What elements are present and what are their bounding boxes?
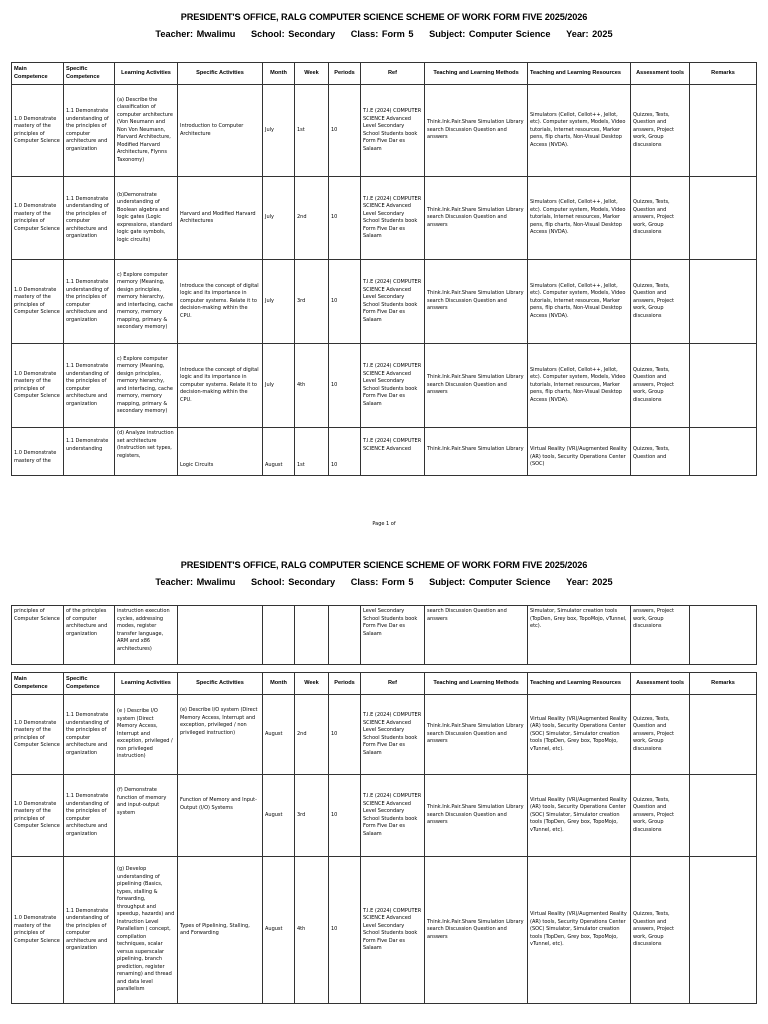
table-header-row xyxy=(12,673,757,695)
cell-periods: 10 xyxy=(329,695,361,775)
cell-resources: Simulators (Cellot, Cellot++, Jellot, etc). Computer system, Models, Video tutorials, Internet resources, Marker pens, flip charts, Non-Visual Desktop Access (NVDA). xyxy=(528,85,631,177)
cell-periods: 10 xyxy=(329,260,361,344)
cell-periods: 10 xyxy=(329,85,361,177)
cell-resources: Virtual Reality (VR)/Augmented Reality (AR) tools, Security Operations Center (SOC) Simulator, Simulator creation tools (TopDen, Grey box, TopoMojo, vTunnel, etc). xyxy=(528,857,631,1004)
cell-month: August xyxy=(263,428,295,476)
cell-assessment: answers, Project work, Group discussions xyxy=(631,606,690,665)
cell-methods: Think.Ink.Pair.Share Simulation Library search Discussion Question and answers xyxy=(425,857,528,1004)
cell-methods: Think.Ink.Pair.Share Simulation Library search Discussion Question and answers xyxy=(425,85,528,177)
cell-activities: Logic Circuits xyxy=(178,428,263,476)
cell-learning: (b)Demonstrate understanding of Boolean algebra and logic gates (Logic expressions, standard logic gate symbols, logic circuits) xyxy=(115,177,178,260)
table-row xyxy=(12,857,757,1004)
col-week: Week xyxy=(295,63,329,85)
col-learning-activities: Learning Activities xyxy=(115,63,178,85)
cell-learning: (e ) Describe I/O system (Direct Memory Access, Interrupt and exception, privileged / non privileged instruction) xyxy=(115,695,178,775)
cell-assessment: Quizzes, Tests, Question and xyxy=(631,428,690,476)
cell-ref: T.I.E (2024) COMPUTER SCIENCE Advanced Level Secondary School Students book Form Five Dar es Salaam xyxy=(361,85,425,177)
table-row xyxy=(12,428,757,476)
cell-month: July xyxy=(263,260,295,344)
cell-ref: T.I.E (2024) COMPUTER SCIENCE Advanced xyxy=(361,428,425,476)
cell-month: August xyxy=(263,775,295,857)
col-specific-competence: Specific Competence xyxy=(64,63,115,85)
cell-activities: Introduce the concept of digital logic and its importance in computer systems. Relate it to decision-making within the CPU. xyxy=(178,260,263,344)
cell-week: 3rd xyxy=(295,775,329,857)
col-remarks: Remarks xyxy=(690,673,757,695)
cell-assessment: Quizzes, Tests, Question and answers, Project work, Group discussions xyxy=(631,344,690,428)
cell-main: principles of Computer Science xyxy=(12,606,64,665)
cell-ref: T.I.E (2024) COMPUTER SCIENCE Advanced Level Secondary School Students book Form Five Dar es Salaam xyxy=(361,177,425,260)
table-row xyxy=(12,177,757,260)
scheme-table-page-1 xyxy=(11,62,757,476)
cell-week xyxy=(295,606,329,665)
cell-methods: search Discussion Question and answers xyxy=(425,606,528,665)
cell-ref: T.I.E (2024) COMPUTER SCIENCE Advanced Level Secondary School Students book Form Five Dar es Salaam xyxy=(361,775,425,857)
scheme-table-continuation xyxy=(11,605,757,665)
cell-week: 2nd xyxy=(295,695,329,775)
col-week: Week xyxy=(295,673,329,695)
cell-resources: Simulators (Cellot, Cellot++, Jellot, etc). Computer system, Models, Video tutorials, Internet resources, Marker pens, flip charts, Non-Visual Desktop Access (NVDA). xyxy=(528,260,631,344)
class-label: Class: Form 5 xyxy=(350,29,414,39)
cell-learning: (f) Demonstrate function of memory and input-output system xyxy=(115,775,178,857)
cell-month: July xyxy=(263,344,295,428)
table-row xyxy=(12,85,757,177)
cell-week: 1st xyxy=(295,428,329,476)
year-label: Year: 2025 xyxy=(566,577,613,587)
cell-activities: Function of Memory and Input-Output (I/O) Systems xyxy=(178,775,263,857)
cell-methods: Think.Ink.Pair.Share Simulation Library search Discussion Question and answers xyxy=(425,695,528,775)
cell-assessment: Quizzes, Tests, Question and answers, Project work, Group discussions xyxy=(631,857,690,1004)
cell-activities: Types of Pipelining, Stalling, and Forwarding xyxy=(178,857,263,1004)
cell-main: 1.0 Demonstrate mastery of the principles of Computer Science xyxy=(12,177,64,260)
cell-remarks xyxy=(690,260,757,344)
cell-month: July xyxy=(263,85,295,177)
page-2 xyxy=(0,548,768,1024)
school-label: School: Secondary xyxy=(250,29,336,39)
table-row xyxy=(12,344,757,428)
cell-activities: (e) Describe I/O system (Direct Memory Access, Interrupt and exception, privileged / non privileged instruction) xyxy=(178,695,263,775)
col-main-competence: Main Competence xyxy=(12,673,64,695)
cell-ref: T.I.E (2024) COMPUTER SCIENCE Advanced Level Secondary School Students book Form Five Dar es Salaam xyxy=(361,344,425,428)
col-periods: Periods xyxy=(329,63,361,85)
cell-resources: Virtual Reality (VR)/Augmented Reality (AR) tools, Security Operations Center (SOC) Simulator, Simulator creation tools (TopDen, Grey box, TopoMojo, vTunnel, etc). xyxy=(528,695,631,775)
col-assessment: Assessment tools xyxy=(631,673,690,695)
col-remarks: Remarks xyxy=(690,63,757,85)
cell-learning: (d) Analyze instruction set architecture (Instruction set types, registers, xyxy=(115,428,178,476)
cell-main: 1.0 Demonstrate mastery of the principles of Computer Science xyxy=(12,260,64,344)
cell-main: 1.0 Demonstrate mastery of the principles of Computer Science xyxy=(12,85,64,177)
col-specific-activities: Specific Activities xyxy=(178,63,263,85)
cell-periods xyxy=(329,606,361,665)
cell-specific: 1.1 Demonstrate understanding of the principles of computer architecture and organization xyxy=(64,177,115,260)
cell-activities: Harvard and Modified Harvard Architectures xyxy=(178,177,263,260)
cell-remarks xyxy=(690,606,757,665)
cell-specific: 1.1 Demonstrate understanding of the principles of computer architecture and organization xyxy=(64,85,115,177)
class-label: Class: Form 5 xyxy=(350,577,414,587)
col-specific-competence: Specific Competence xyxy=(64,673,115,695)
cell-specific: 1.1 Demonstrate understanding of the principles of computer architecture and organization xyxy=(64,695,115,775)
cell-periods: 10 xyxy=(329,857,361,1004)
teacher-label: Teacher: Mwalimu xyxy=(155,29,236,39)
cell-learning: c) Explore computer memory (Meaning, design principles, memory hierarchy, and interfacing, cache memory, memory mapping, primary & secondary memory) xyxy=(115,344,178,428)
cell-resources: Simulators (Cellot, Cellot++, Jellot, etc). Computer system, Models, Video tutorials, Internet resources, Marker pens, flip charts, Non-Visual Desktop Access (NVDA). xyxy=(528,177,631,260)
document-title: PRESIDENT'S OFFICE, RALG COMPUTER SCIENCE SCHEME OF WORK FORM FIVE 2025/2026 xyxy=(180,560,588,570)
cell-activities xyxy=(178,606,263,665)
cell-learning: c) Explore computer memory (Meaning, design principles, memory hierarchy, and interfacing, cache memory, memory mapping, primary & secondary memory) xyxy=(115,260,178,344)
cell-main: 1.0 Demonstrate mastery of the principles of Computer Science xyxy=(12,857,64,1004)
cell-learning: instruction execution cycles, addressing modes, register transfer language, ARM and x86 architectures) xyxy=(115,606,178,665)
cell-methods: Think.Ink.Pair.Share Simulation Library search Discussion Question and answers xyxy=(425,177,528,260)
document-title: PRESIDENT'S OFFICE, RALG COMPUTER SCIENCE SCHEME OF WORK FORM FIVE 2025/2026 xyxy=(180,12,588,22)
cell-methods: Think.Ink.Pair.Share Simulation Library search Discussion Question and answers xyxy=(425,260,528,344)
year-label: Year: 2025 xyxy=(566,29,613,39)
cell-month: July xyxy=(263,177,295,260)
cell-week: 4th xyxy=(295,857,329,1004)
cell-remarks xyxy=(690,775,757,857)
cell-periods: 10 xyxy=(329,775,361,857)
subject-label: Subject: Computer Science xyxy=(429,577,551,587)
cell-ref: T.I.E (2024) COMPUTER SCIENCE Advanced Level Secondary School Students book Form Five Dar es Salaam xyxy=(361,857,425,1004)
cell-month: August xyxy=(263,695,295,775)
col-month: Month xyxy=(263,63,295,85)
cell-remarks xyxy=(690,428,757,476)
teacher-label: Teacher: Mwalimu xyxy=(155,577,236,587)
cell-assessment: Quizzes, Tests, Question and answers, Project work, Group discussions xyxy=(631,260,690,344)
cell-assessment: Quizzes, Tests, Question and answers, Project work, Group discussions xyxy=(631,85,690,177)
cell-specific: 1.1 Demonstrate understanding of the principles of computer architecture and organization xyxy=(64,775,115,857)
cell-specific: 1.1 Demonstrate understanding of the principles of computer architecture and organization xyxy=(64,260,115,344)
subject-label: Subject: Computer Science xyxy=(429,29,551,39)
cell-periods: 10 xyxy=(329,428,361,476)
cell-month xyxy=(263,606,295,665)
cell-main: 1.0 Demonstrate mastery of the principles of Computer Science xyxy=(12,344,64,428)
table-row-continued xyxy=(12,606,757,665)
cell-week: 3rd xyxy=(295,260,329,344)
table-row xyxy=(12,695,757,775)
col-month: Month xyxy=(263,673,295,695)
cell-week: 1st xyxy=(295,85,329,177)
cell-resources: Simulators (Cellot, Cellot++, Jellot, etc). Computer system, Models, Video tutorials, Internet resources, Marker pens, flip charts, Non-Visual Desktop Access (NVDA). xyxy=(528,344,631,428)
document-subtitle xyxy=(0,29,768,39)
table-row xyxy=(12,775,757,857)
cell-resources: Virtual Reality (VR)/Augmented Reality (AR) tools, Security Operations Center (SOC) Simulator, Simulator creation tools (TopDen, Grey box, TopoMojo, vTunnel, etc). xyxy=(528,775,631,857)
cell-activities: Introduction to Computer Architecture xyxy=(178,85,263,177)
col-learning-activities: Learning Activities xyxy=(115,673,178,695)
col-periods: Periods xyxy=(329,673,361,695)
col-resources: Teaching and Learning Resources xyxy=(528,673,631,695)
cell-main: 1.0 Demonstrate mastery of the xyxy=(12,428,64,476)
col-methods: Teaching and Learning Methods xyxy=(425,673,528,695)
cell-assessment: Quizzes, Tests, Question and answers, Project work, Group discussions xyxy=(631,695,690,775)
school-label: School: Secondary xyxy=(250,577,336,587)
cell-main: 1.0 Demonstrate mastery of the principles of Computer Science xyxy=(12,695,64,775)
cell-resources: Virtual Reality (VR)/Augmented Reality (AR) tools, Security Operations Center (SOC) xyxy=(528,428,631,476)
cell-activities: Introduce the concept of digital logic and its importance in computer systems. Relate it to decision-making within the CPU. xyxy=(178,344,263,428)
col-resources: Teaching and Learning Resources xyxy=(528,63,631,85)
col-main-competence: Main Competence xyxy=(12,63,64,85)
cell-methods: Think.Ink.Pair.Share Simulation Library search Discussion Question and answers xyxy=(425,775,528,857)
scheme-table-page-2 xyxy=(11,672,757,1004)
cell-specific: 1.1 Demonstrate understanding of the principles of computer architecture and organization xyxy=(64,344,115,428)
cell-week: 2nd xyxy=(295,177,329,260)
cell-specific: 1.1 Demonstrate understanding of the principles of computer architecture and organization xyxy=(64,857,115,1004)
cell-remarks xyxy=(690,344,757,428)
cell-assessment: Quizzes, Tests, Question and answers, Project work, Group discussions xyxy=(631,177,690,260)
cell-methods: Think.Ink.Pair.Share Simulation Library search Discussion Question and answers xyxy=(425,344,528,428)
table-header-row xyxy=(12,63,757,85)
cell-specific: 1.1 Demonstrate understanding xyxy=(64,428,115,476)
page-footer: Page 1 of xyxy=(372,521,396,527)
cell-assessment: Quizzes, Tests, Question and answers, Project work, Group discussions xyxy=(631,775,690,857)
col-ref: Ref xyxy=(361,63,425,85)
cell-ref: T.I.E (2024) COMPUTER SCIENCE Advanced Level Secondary School Students book Form Five Dar es Salaam xyxy=(361,260,425,344)
cell-periods: 10 xyxy=(329,177,361,260)
table-row xyxy=(12,260,757,344)
cell-month: August xyxy=(263,857,295,1004)
cell-methods: Think.Ink.Pair.Share Simulation Library xyxy=(425,428,528,476)
cell-learning: (a) Describe the classification of computer architecture (Von Neumann and Non Von Neumann, Harvard Architecture, Modified Harvard Architecture, Flynns Taxonomy) xyxy=(115,85,178,177)
cell-main: 1.0 Demonstrate mastery of the principles of Computer Science xyxy=(12,775,64,857)
cell-remarks xyxy=(690,177,757,260)
cell-remarks xyxy=(690,857,757,1004)
document-subtitle xyxy=(0,577,768,587)
cell-learning: (g) Develop understanding of pipelining (Basics, types, stalling & forwarding, throughput and speedup, hazards) and Instruction Level Parallelism ( concept, compilation techniques, scalar versus superscalar pipelining, branch prediction, register renaming) and thread and data level parallelism xyxy=(115,857,178,1004)
col-assessment: Assessment tools xyxy=(631,63,690,85)
col-specific-activities: Specific Activities xyxy=(178,673,263,695)
cell-ref: Level Secondary School Students book Form Five Dar es Salaam xyxy=(361,606,425,665)
cell-week: 4th xyxy=(295,344,329,428)
col-methods: Teaching and Learning Methods xyxy=(425,63,528,85)
cell-specific: of the principles of computer architecture and organization xyxy=(64,606,115,665)
cell-resources: Simulator, Simulator creation tools (TopDen, Grey box, TopoMojo, vTunnel, etc). xyxy=(528,606,631,665)
cell-remarks xyxy=(690,695,757,775)
col-ref: Ref xyxy=(361,673,425,695)
cell-ref: T.I.E (2024) COMPUTER SCIENCE Advanced Level Secondary School Students book Form Five Dar es Salaam xyxy=(361,695,425,775)
cell-periods: 10 xyxy=(329,344,361,428)
cell-remarks xyxy=(690,85,757,177)
